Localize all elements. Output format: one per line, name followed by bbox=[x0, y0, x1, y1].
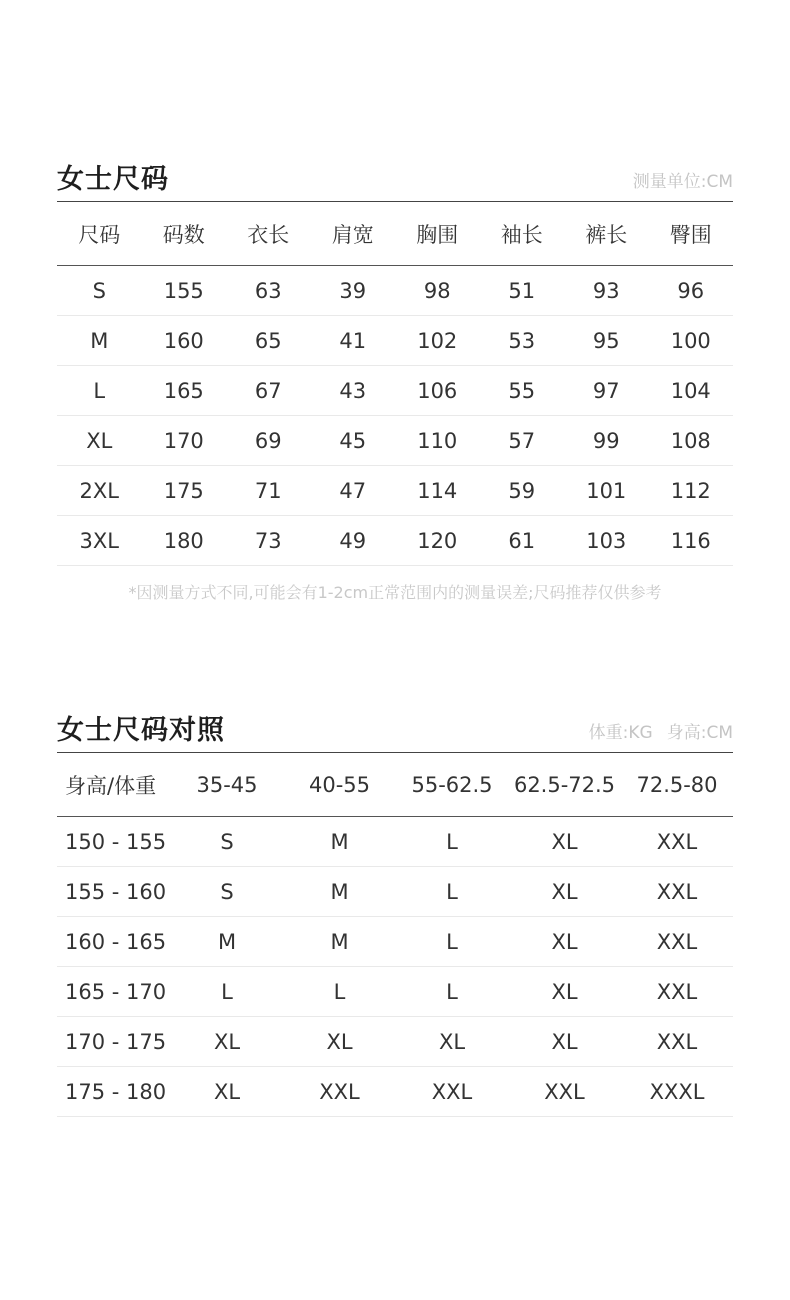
size-reference-units bbox=[589, 718, 733, 743]
table-cell: XL bbox=[57, 416, 142, 466]
table-cell: 99 bbox=[564, 416, 649, 466]
table-cell: 93 bbox=[564, 266, 649, 316]
size-chart-section bbox=[57, 155, 733, 603]
table-cell: 155 - 160 bbox=[57, 867, 171, 917]
table-cell: XXL bbox=[621, 967, 733, 1017]
size-chart-header-row bbox=[57, 202, 733, 266]
table-cell: 59 bbox=[480, 466, 565, 516]
column-header: 尺码 bbox=[57, 202, 142, 266]
table-cell: 165 bbox=[142, 366, 227, 416]
column-header: 40-55 bbox=[283, 753, 396, 817]
table-cell: 3XL bbox=[57, 516, 142, 566]
table-cell: 103 bbox=[564, 516, 649, 566]
table-cell: 106 bbox=[395, 366, 480, 416]
table-row bbox=[57, 366, 733, 416]
table-cell: 65 bbox=[226, 316, 311, 366]
table-cell: L bbox=[171, 967, 283, 1017]
table-cell: 112 bbox=[649, 466, 734, 516]
table-cell: 43 bbox=[311, 366, 396, 416]
size-reference-section bbox=[57, 706, 733, 1117]
size-chart-title: 女士尺码 bbox=[57, 164, 169, 195]
table-cell: XXL bbox=[508, 1067, 621, 1117]
table-cell: 49 bbox=[311, 516, 396, 566]
table-cell: 51 bbox=[480, 266, 565, 316]
table-cell: 95 bbox=[564, 316, 649, 366]
table-cell: XL bbox=[508, 867, 621, 917]
table-cell: 175 bbox=[142, 466, 227, 516]
table-cell: 39 bbox=[311, 266, 396, 316]
table-cell: 47 bbox=[311, 466, 396, 516]
table-cell: 160 bbox=[142, 316, 227, 366]
column-header: 身高/体重 bbox=[57, 753, 171, 817]
table-row bbox=[57, 516, 733, 566]
size-chart-table bbox=[57, 202, 733, 566]
column-header: 袖长 bbox=[480, 202, 565, 266]
table-cell: S bbox=[57, 266, 142, 316]
column-header: 胸围 bbox=[395, 202, 480, 266]
table-cell: XL bbox=[508, 967, 621, 1017]
table-cell: 2XL bbox=[57, 466, 142, 516]
size-reference-title: 女士尺码对照 bbox=[57, 715, 225, 746]
table-cell: XL bbox=[283, 1017, 396, 1067]
table-cell: XXL bbox=[283, 1067, 396, 1117]
measurement-note: *因测量方式不同,可能会有1-2cm正常范围内的测量误差;尺码推荐仅供参考 bbox=[128, 583, 662, 602]
table-cell: 45 bbox=[311, 416, 396, 466]
table-cell: S bbox=[171, 867, 283, 917]
table-cell: 108 bbox=[649, 416, 734, 466]
table-cell: XXL bbox=[621, 1017, 733, 1067]
table-cell: S bbox=[171, 817, 283, 867]
column-header: 55-62.5 bbox=[396, 753, 508, 817]
table-cell: 155 bbox=[142, 266, 227, 316]
table-row bbox=[57, 416, 733, 466]
table-cell: 53 bbox=[480, 316, 565, 366]
table-row bbox=[57, 967, 733, 1017]
table-cell: 71 bbox=[226, 466, 311, 516]
table-cell: L bbox=[396, 867, 508, 917]
table-cell: 96 bbox=[649, 266, 734, 316]
table-cell: 170 - 175 bbox=[57, 1017, 171, 1067]
table-cell: XL bbox=[508, 1017, 621, 1067]
table-cell: 160 - 165 bbox=[57, 917, 171, 967]
table-cell: 55 bbox=[480, 366, 565, 416]
table-cell: 69 bbox=[226, 416, 311, 466]
table-cell: 67 bbox=[226, 366, 311, 416]
table-cell: 101 bbox=[564, 466, 649, 516]
table-cell: L bbox=[396, 817, 508, 867]
table-cell: 175 - 180 bbox=[57, 1067, 171, 1117]
size-chart-unit: 测量单位:CM bbox=[632, 172, 733, 192]
table-cell: 116 bbox=[649, 516, 734, 566]
table-cell: 114 bbox=[395, 466, 480, 516]
table-cell: M bbox=[171, 917, 283, 967]
weight-unit: 体重:KG bbox=[588, 723, 653, 743]
table-cell: 63 bbox=[226, 266, 311, 316]
size-chart-header bbox=[57, 155, 733, 202]
table-cell: XXL bbox=[396, 1067, 508, 1117]
table-row bbox=[57, 316, 733, 366]
table-cell: 102 bbox=[395, 316, 480, 366]
table-cell: 170 bbox=[142, 416, 227, 466]
table-cell: XXL bbox=[621, 917, 733, 967]
table-row bbox=[57, 1067, 733, 1117]
table-cell: XXL bbox=[621, 817, 733, 867]
table-row bbox=[57, 817, 733, 867]
column-header: 臀围 bbox=[649, 202, 734, 266]
size-chart-body bbox=[57, 266, 733, 566]
column-header: 裤长 bbox=[564, 202, 649, 266]
size-reference-body bbox=[57, 817, 733, 1117]
table-cell: 110 bbox=[395, 416, 480, 466]
table-cell: 180 bbox=[142, 516, 227, 566]
table-cell: 97 bbox=[564, 366, 649, 416]
column-header: 码数 bbox=[142, 202, 227, 266]
height-unit: 身高:CM bbox=[666, 723, 733, 743]
table-cell: XL bbox=[508, 917, 621, 967]
table-cell: 61 bbox=[480, 516, 565, 566]
column-header: 35-45 bbox=[171, 753, 283, 817]
table-cell: XL bbox=[171, 1067, 283, 1117]
table-cell: 165 - 170 bbox=[57, 967, 171, 1017]
table-cell: L bbox=[283, 967, 396, 1017]
table-cell: 98 bbox=[395, 266, 480, 316]
table-cell: M bbox=[283, 867, 396, 917]
size-reference-header bbox=[57, 706, 733, 753]
column-header: 肩宽 bbox=[311, 202, 396, 266]
table-cell: 150 - 155 bbox=[57, 817, 171, 867]
table-cell: L bbox=[396, 967, 508, 1017]
table-cell: XL bbox=[396, 1017, 508, 1067]
table-cell: 73 bbox=[226, 516, 311, 566]
table-cell: L bbox=[396, 917, 508, 967]
size-reference-header-row bbox=[57, 753, 733, 817]
table-row bbox=[57, 917, 733, 967]
table-cell: M bbox=[283, 817, 396, 867]
table-row bbox=[57, 466, 733, 516]
size-reference-table bbox=[57, 753, 733, 1117]
table-cell: 41 bbox=[311, 316, 396, 366]
table-cell: XL bbox=[508, 817, 621, 867]
table-row bbox=[57, 266, 733, 316]
table-cell: 100 bbox=[649, 316, 734, 366]
table-row bbox=[57, 1017, 733, 1067]
table-row bbox=[57, 867, 733, 917]
table-cell: M bbox=[283, 917, 396, 967]
table-cell: XL bbox=[171, 1017, 283, 1067]
table-cell: 104 bbox=[649, 366, 734, 416]
table-cell: 120 bbox=[395, 516, 480, 566]
table-cell: XXL bbox=[621, 867, 733, 917]
column-header: 72.5-80 bbox=[621, 753, 733, 817]
table-cell: 57 bbox=[480, 416, 565, 466]
table-cell: XXXL bbox=[621, 1067, 733, 1117]
column-header: 衣长 bbox=[226, 202, 311, 266]
table-cell: M bbox=[57, 316, 142, 366]
column-header: 62.5-72.5 bbox=[508, 753, 621, 817]
table-cell: L bbox=[57, 366, 142, 416]
